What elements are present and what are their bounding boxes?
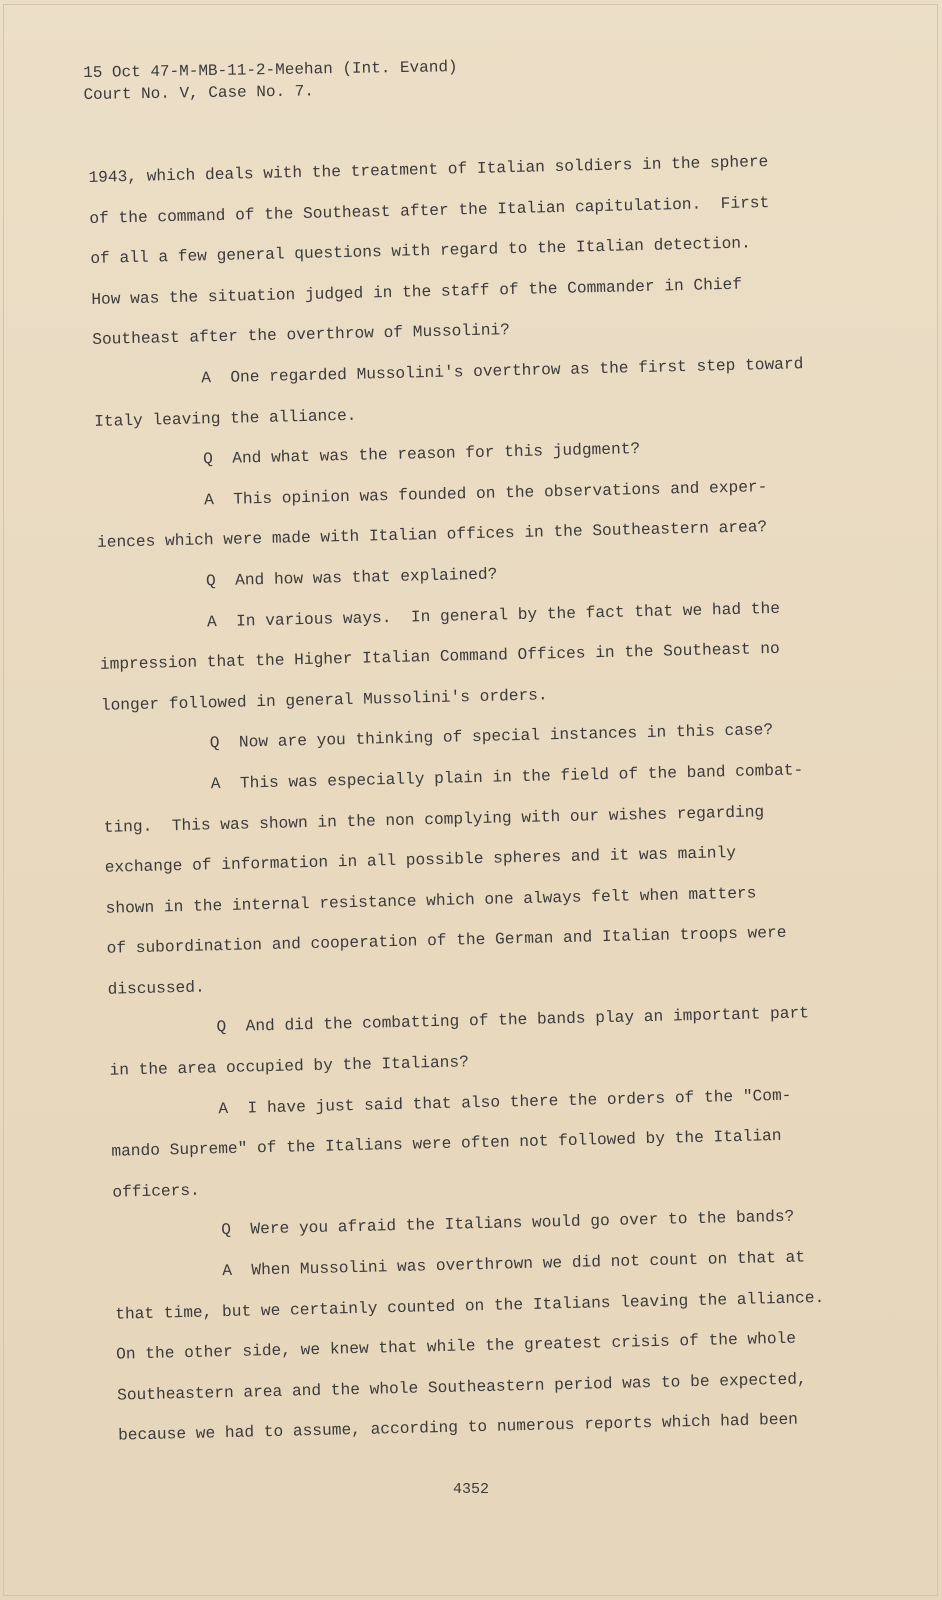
question-line: Q And what was the reason for this judgment? [202, 440, 641, 469]
question-line: Q And how was that explained? [205, 565, 498, 591]
answer-line: A One regarded Mussolini's overthrow as the first step toward [201, 355, 804, 388]
transcript-line: iences which were made with Italian offices in the Southeastern area? [96, 518, 768, 553]
transcript-line: Italy leaving the alliance. [93, 406, 357, 431]
transcript-line: exchange of information in all possible spheres and it was mainly [104, 844, 737, 877]
transcript-line: in the area occupied by the Italians? [109, 1053, 470, 1080]
transcript-line: On the other side, we knew that while the greatest crisis of the whole [115, 1329, 797, 1364]
transcript-line: of subordination and cooperation of the German and Italian troops were [106, 924, 787, 959]
transcript-line: longer followed in general Mussolini's orders. [100, 686, 548, 715]
transcript-line: because we had to assume, according to numerous reports which had been [117, 1411, 799, 1446]
header-court-case: Court No. V, Case No. 7. [83, 82, 315, 104]
answer-line: A I have just said that also there the orders of the "Com- [218, 1086, 792, 1118]
transcript-line: 1943, which deals with the treatment of Italian soldiers in the sphere [88, 152, 769, 187]
question-line: Q And did the combatting of the bands play an important part [216, 1004, 810, 1037]
transcript-line: mando Supreme" of the Italians were often not followed by the Italian [111, 1127, 782, 1161]
document-header [83, 56, 458, 106]
answer-line: A This was especially plain in the field of the band combat- [210, 761, 804, 794]
transcript-line: Southeastern area and the whole Southeastern period was to be expected, [116, 1370, 807, 1405]
transcript-body [88, 139, 918, 1456]
transcript-line: impression that the Higher Italian Command Offices in the Southeast no [99, 639, 780, 674]
question-line: Q Were you afraid the Italians would go over to the bands? [221, 1208, 795, 1240]
transcript-line: that time, but we certainly counted on the Italians leaving the alliance. [115, 1288, 825, 1324]
transcript-line: How was the situation judged in the staff of the Commander in Chief [91, 275, 743, 309]
transcript-line: discussed. [107, 978, 205, 999]
transcript-line: shown in the internal resistance which one always felt when matters [105, 884, 757, 918]
header-reference: 15 Oct 47-M-MB-11-2-Meehan (Int. Evand) [83, 58, 458, 82]
transcript-line: Southeast after the overthrow of Mussolini? [92, 321, 511, 350]
transcript-line: ting. This was shown in the non complying with our wishes regarding [103, 802, 765, 837]
answer-line: A This opinion was founded on the observations and exper- [203, 477, 768, 510]
answer-line: A In various ways. In general by the fact that we had the [206, 599, 781, 631]
answer-line: A When Mussolini was overthrown we did not count on that at [222, 1248, 806, 1281]
transcript-line: of the command of the Southeast after the Italian capitulation. First [89, 193, 770, 228]
question-line: Q Now are you thinking of special instances in this case? [209, 721, 774, 753]
transcript-line: officers. [112, 1181, 201, 1202]
page-number: 4352 [452, 1481, 489, 1498]
transcript-line: of all a few general questions with regard to the Italian detection. [90, 234, 751, 269]
